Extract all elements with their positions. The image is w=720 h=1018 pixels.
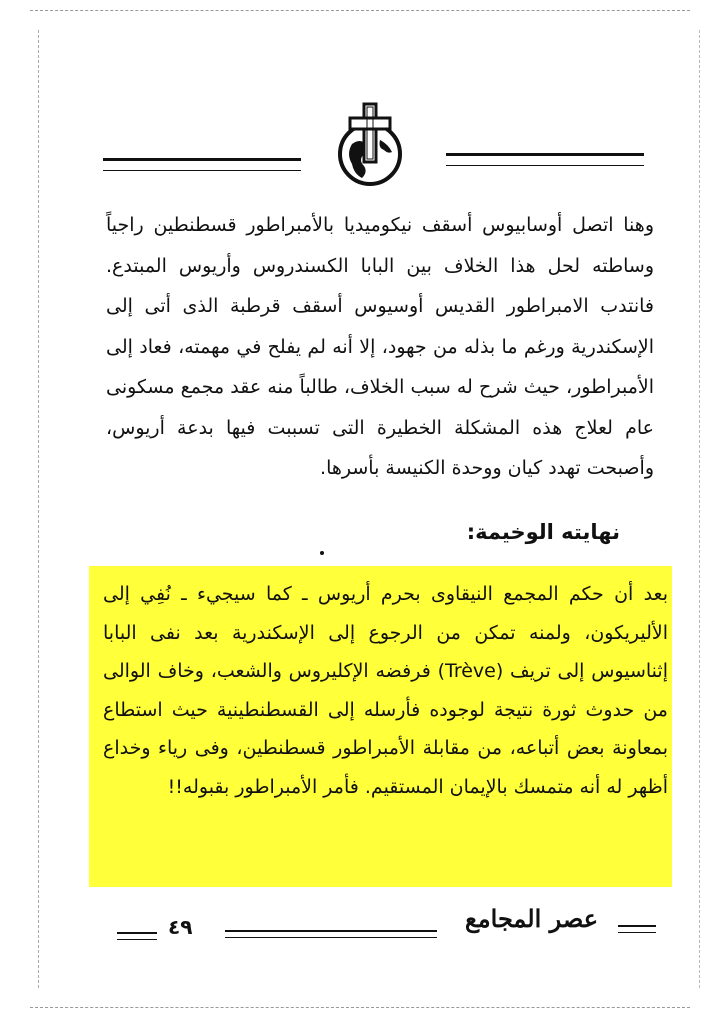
highlighted-text: بعد أن حكم المجمع النيقاوى بحرم أريوس ـ كما سيجيء ـ نُفِي إلى الأليريكون، ولمنه تمكن من الرجوع إلى الإسكندرية بعد نفى البابا إثناسيوس إلى تريف (Trève) فرفضه الإكليروس والشعب، وخاف الوالى من حدوث ثورة نتيجة لوجوده فأرسله إلى القسطنطينية حيث استطاع بمعاونة بعض أتباعه، من مقابلة الأمبراطور قسطنطين، وفى رياء وخداع أظهر له أنه متمسك بالإيمان المستقيم. فأمر الأمبراطور بقبوله!!: [103, 583, 668, 798]
cross-globe-icon: [330, 100, 414, 192]
stray-dot: [320, 551, 324, 555]
page-number: ٤٩: [168, 915, 193, 939]
footer-rule-right: [618, 925, 656, 933]
header-rule-left: [103, 158, 301, 171]
page-edge-bottom: [30, 1007, 690, 1008]
section-heading: نهايته الوخيمة:: [466, 520, 620, 544]
footer-rule-left: [117, 932, 157, 940]
footer-rule-middle: [225, 930, 437, 938]
page-edge-top: [30, 10, 690, 11]
header-rule-right: [446, 153, 644, 166]
page-edge-right: [699, 30, 700, 988]
body-paragraph: وهنا اتصل أوسابيوس أسقف نيكوميديا بالأمبراطور قسطنطين راجياً وساطته لحل هذا الخلاف بين البابا الكسندروس وأريوس المبتدع. فانتدب الامبراطور القديس أوسيوس أسقف قرطبة الذى أتى إلى الإسكندرية ورغم ما بذله من جهود، إلا أنه لم يفلح في مهمته، فعاد إلى الأمبراطور، حيث شرح له سبب الخلاف، طالباً منه عقد مجمع مسكونى عام لعلاج هذه المشكلة الخطيرة التى تسببت فيها بدعة أريوس، وأصبحت تهدد كيان ووحدة الكنيسة بأسرها.: [106, 214, 654, 479]
running-title: عصر المجامع: [465, 904, 599, 933]
page-edge-left: [38, 30, 39, 988]
